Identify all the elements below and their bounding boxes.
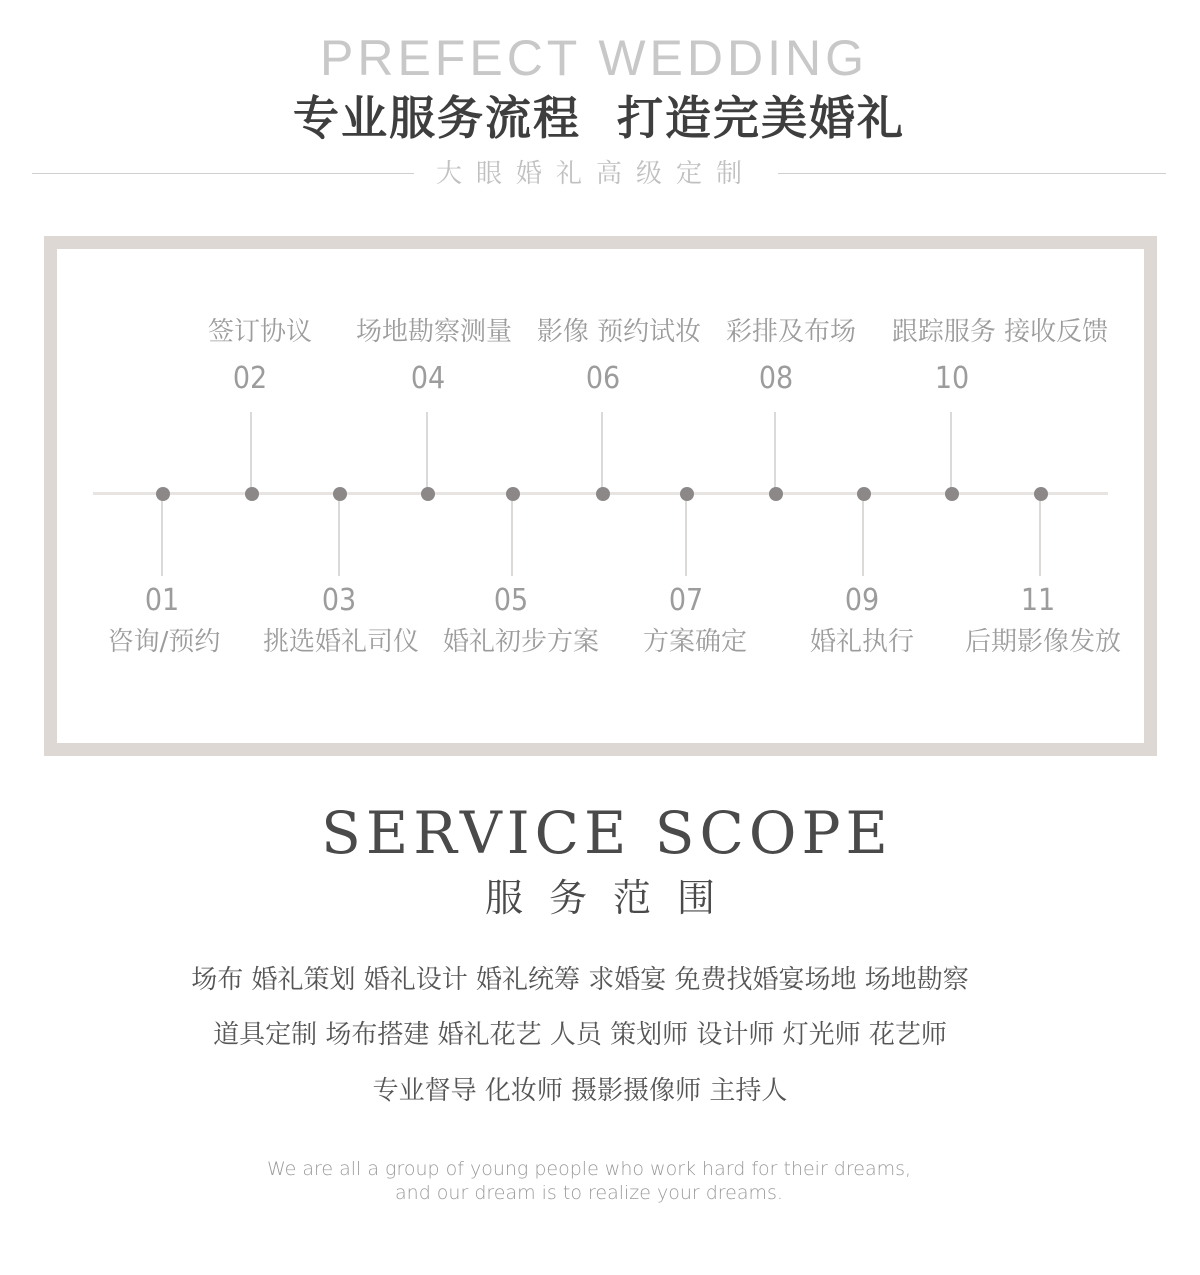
step-dot bbox=[680, 487, 694, 501]
header-subtitle: 大眼婚礼高级定制 bbox=[435, 159, 756, 189]
step-label: 彩排及布场 bbox=[725, 317, 856, 347]
scope-line-3: 专业督导 化妆师 摄影摄像师 主持人 bbox=[372, 1076, 788, 1106]
quote-line-2: and our dream is to realize your dreams. bbox=[395, 1182, 783, 1204]
step-dot bbox=[156, 487, 170, 501]
step-label: 影像 预约试妆 bbox=[536, 317, 702, 347]
step-dot bbox=[596, 487, 610, 501]
step-number: 04 bbox=[410, 361, 446, 396]
step-number: 07 bbox=[668, 583, 704, 618]
scope-line-1: 场布 婚礼策划 婚礼设计 婚礼统筹 求婚宴 免费找婚宴场地 场地勘察 bbox=[191, 965, 969, 995]
step-dot bbox=[769, 487, 783, 501]
step-stem bbox=[1039, 494, 1041, 576]
step-label: 方案确定 bbox=[642, 627, 747, 657]
step-stem bbox=[250, 412, 252, 494]
step-stem bbox=[685, 494, 687, 576]
step-label: 签订协议 bbox=[207, 317, 312, 347]
step-stem bbox=[601, 412, 603, 494]
step-stem bbox=[774, 412, 776, 494]
step-number: 05 bbox=[493, 583, 529, 618]
step-dot bbox=[1034, 487, 1048, 501]
step-label: 婚礼初步方案 bbox=[442, 627, 599, 657]
step-label: 跟踪服务 接收反馈 bbox=[891, 317, 1109, 347]
step-dot bbox=[945, 487, 959, 501]
step-stem bbox=[338, 494, 340, 576]
step-stem bbox=[950, 412, 952, 494]
scope-line-2: 道具定制 场布搭建 婚礼花艺 人员 策划师 设计师 灯光师 花艺师 bbox=[213, 1020, 947, 1050]
step-stem bbox=[426, 412, 428, 494]
step-number: 08 bbox=[758, 361, 794, 396]
step-dot bbox=[333, 487, 347, 501]
step-dot bbox=[245, 487, 259, 501]
header-title-en: PREFECT WEDDING bbox=[320, 30, 868, 86]
step-stem bbox=[161, 494, 163, 576]
step-dot bbox=[421, 487, 435, 501]
scope-title-en: SERVICE SCOPE bbox=[321, 799, 893, 867]
step-stem bbox=[511, 494, 513, 576]
step-number: 09 bbox=[844, 583, 880, 618]
step-stem bbox=[862, 494, 864, 576]
step-number: 02 bbox=[232, 361, 268, 396]
step-label: 咨询/预约 bbox=[107, 627, 221, 657]
step-dot bbox=[857, 487, 871, 501]
header-rule-right bbox=[778, 173, 1166, 174]
quote-line-1: We are all a group of young people who work hard for their dreams, bbox=[266, 1158, 912, 1180]
step-label: 婚礼执行 bbox=[809, 627, 914, 657]
step-number: 11 bbox=[1020, 583, 1056, 618]
scope-title-cn: 服务范围 bbox=[484, 876, 741, 920]
step-number: 06 bbox=[585, 361, 621, 396]
header-rule-left bbox=[32, 173, 414, 174]
step-label: 挑选婚礼司仪 bbox=[262, 627, 419, 657]
header-title-cn: 专业服务流程 打造完美婚礼 bbox=[292, 91, 906, 145]
step-dot bbox=[506, 487, 520, 501]
step-number: 03 bbox=[321, 583, 357, 618]
step-label: 后期影像发放 bbox=[964, 627, 1121, 657]
step-label: 场地勘察测量 bbox=[355, 317, 512, 347]
step-number: 01 bbox=[144, 583, 180, 618]
step-number: 10 bbox=[934, 361, 970, 396]
